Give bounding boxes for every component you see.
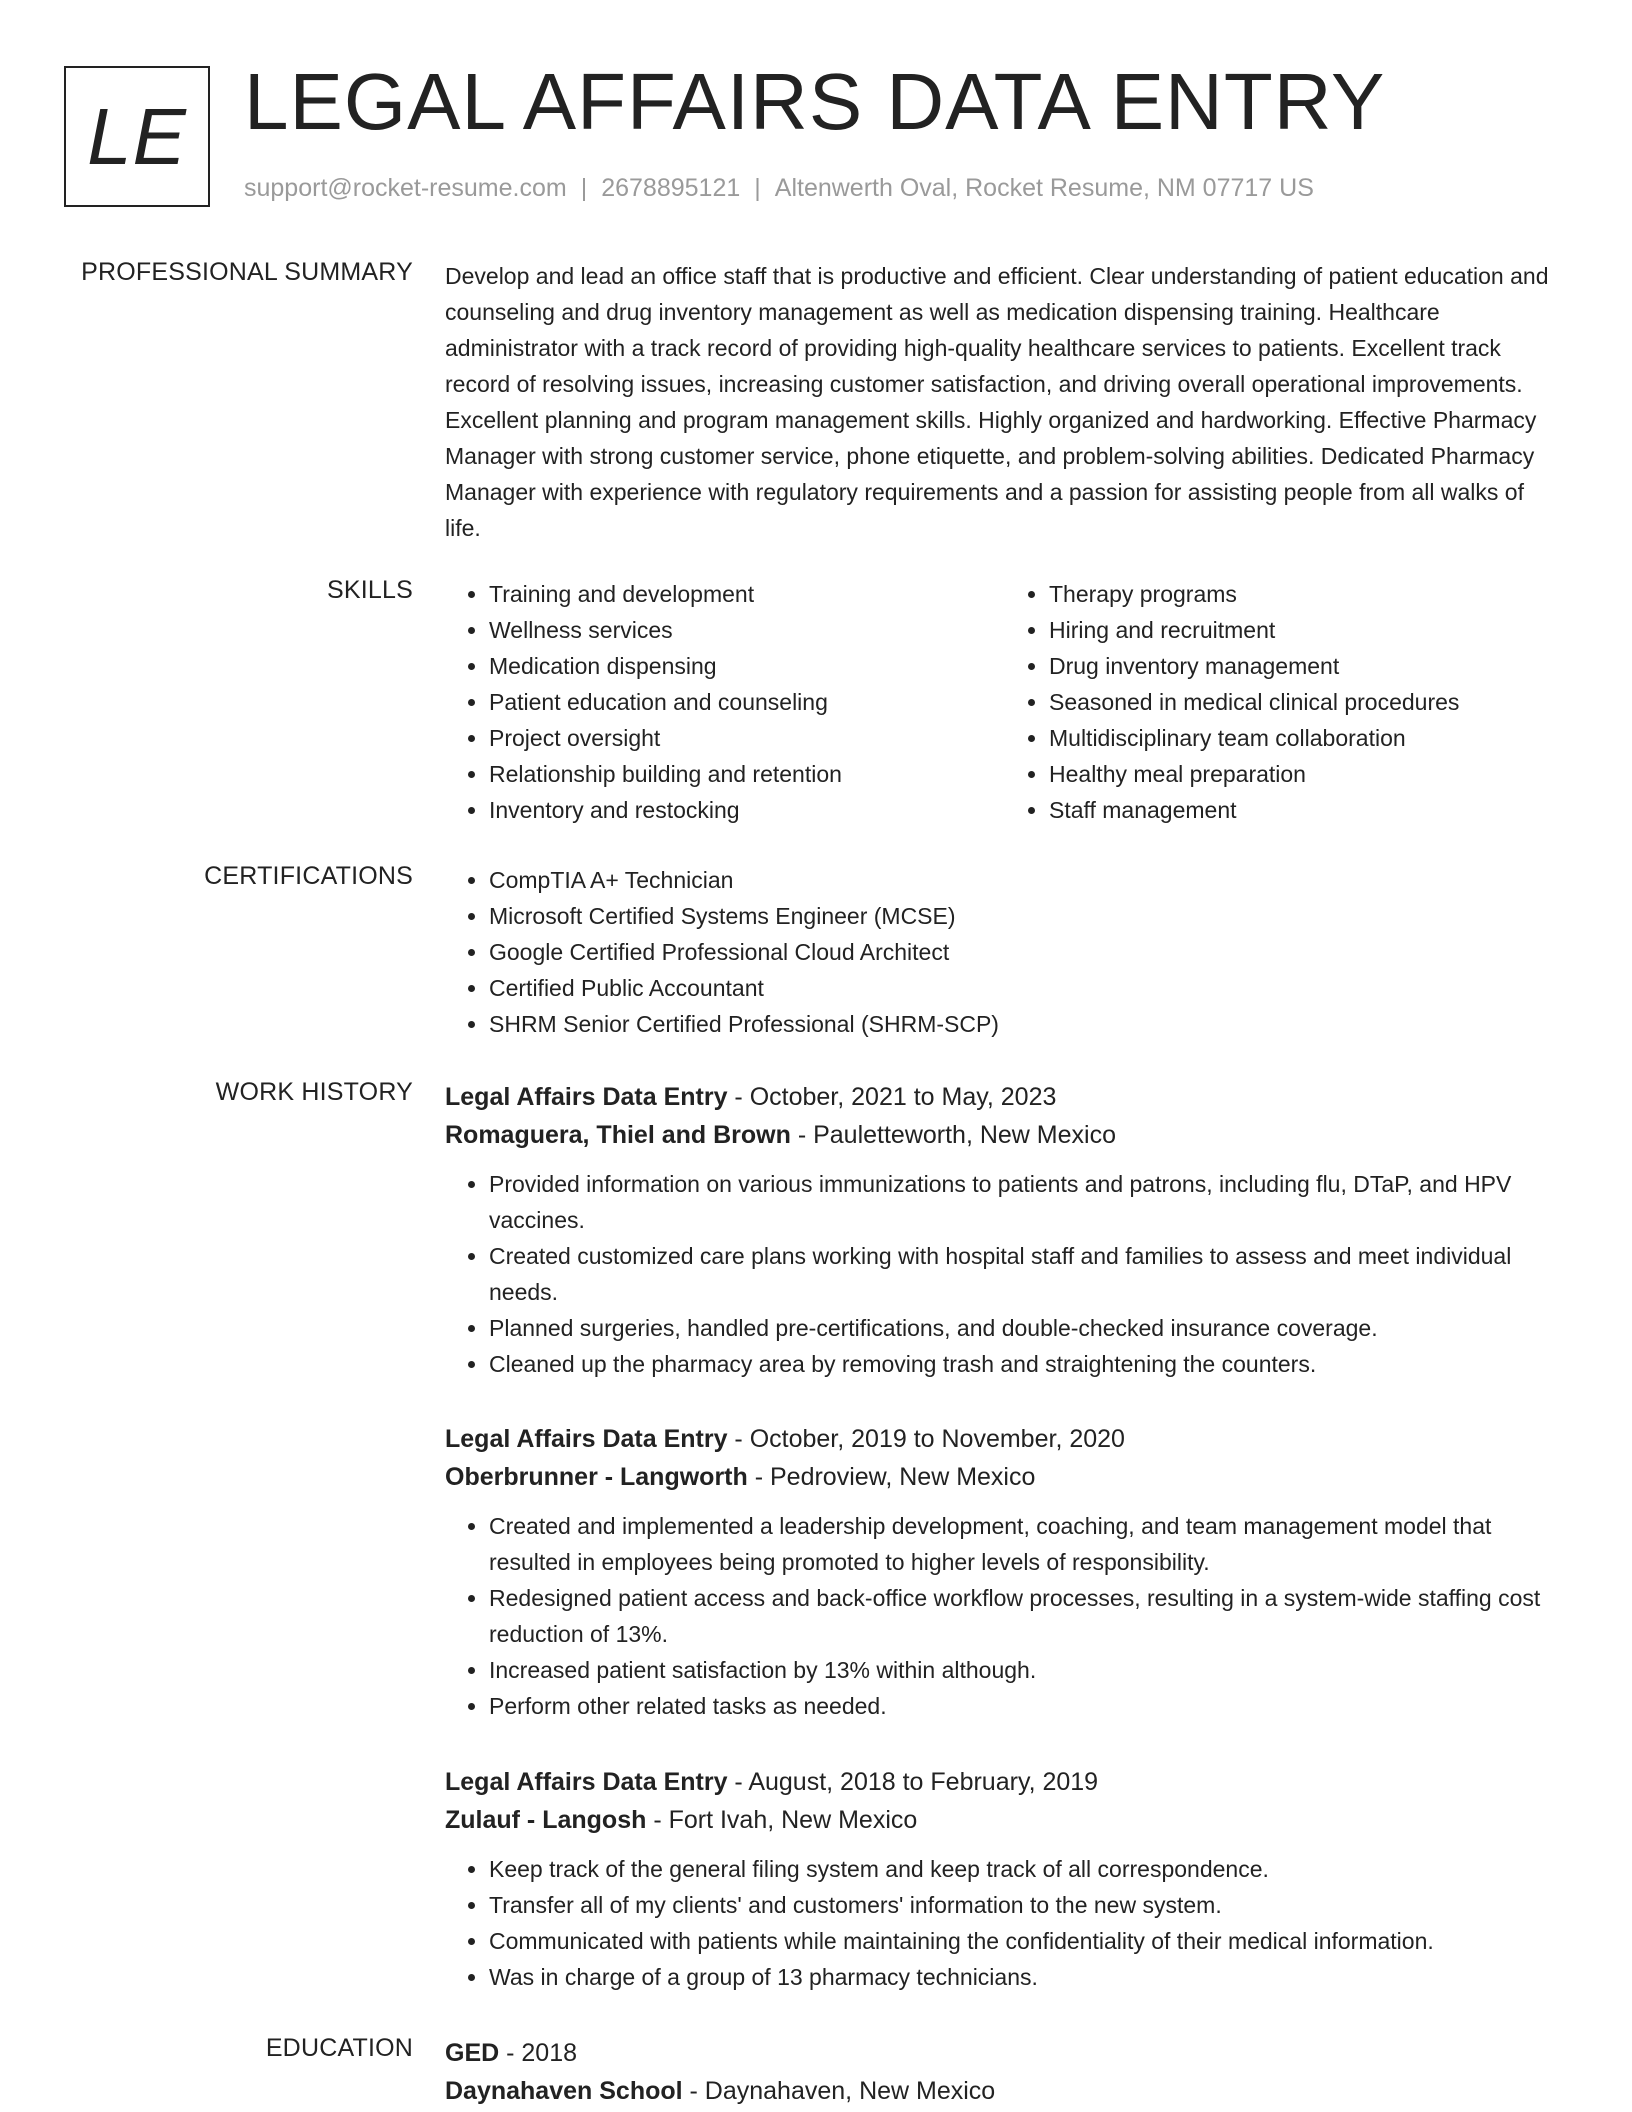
summary-text: Develop and lead an office staff that is productive and efficient. Clear understanding of patient education and counseling and drug inventory management as well as medication dispensing training. Healthcare administrator with a track record of providing high-quality healthcare services to patients. Excellent track record of resolving issues, increasing customer satisfaction, and driving overall operational improvements. Excellent planning and program management skills. Highly organized and hardworking. Effective Pharmacy Manager with strong customer service, phone etiquette, and problem-solving abilities. Dedicated Pharmacy Manager with experience with regulatory requirements and a passion for assisting people from all walks of life. xyxy=(445,263,1549,541)
certification-item: • CompTIA A+ Technician xyxy=(489,862,1565,898)
certification-item: • SHRM Senior Certified Professional (SHRM-SCP) xyxy=(489,1006,1565,1042)
skill-item: • Multidisciplinary team collaboration xyxy=(1049,720,1565,756)
skill-item: • Relationship building and retention xyxy=(489,756,1005,792)
skill-item: • Medication dispensing xyxy=(489,648,1005,684)
job-duties xyxy=(445,1851,1565,1995)
skill-item: • Patient education and counseling xyxy=(489,684,1005,720)
job-duties xyxy=(445,1508,1565,1724)
education-school: Daynahaven School xyxy=(445,2077,683,2105)
duty-item: • Created customized care plans working with hospital staff and families to assess and meet individual needs. xyxy=(489,1238,1565,1310)
duty-item: • Perform other related tasks as needed. xyxy=(489,1688,1565,1724)
skill-item: • Therapy programs xyxy=(1049,576,1565,612)
duty-item: • Keep track of the general filing system and keep track of all correspondence. xyxy=(489,1851,1565,1887)
initials-monogram: LE xyxy=(64,66,210,207)
duty-item: • Planned surgeries, handled pre-certifications, and double-checked insurance coverage. xyxy=(489,1310,1565,1346)
job-title: Legal Affairs Data Entry xyxy=(445,1425,728,1453)
duty-item: • Increased patient satisfaction by 13% within although. xyxy=(489,1652,1565,1688)
duty-item: • Cleaned up the pharmacy area by removing trash and straightening the counters. xyxy=(489,1346,1565,1382)
skill-item: • Training and development xyxy=(489,576,1005,612)
certification-item: • Certified Public Accountant xyxy=(489,970,1565,1006)
skill-item: • Inventory and restocking xyxy=(489,792,1005,828)
job-entry xyxy=(445,1078,1565,1382)
contact-line xyxy=(244,174,1314,203)
duty-item: • Communicated with patients while maintaining the confidentiality of their medical information. xyxy=(489,1923,1565,1959)
job-location: - Pauletteworth, New Mexico xyxy=(790,1121,1116,1149)
contact-phone: 2678895121 xyxy=(601,174,741,202)
skills-list-right xyxy=(1005,576,1565,828)
job-location: - Pedroview, New Mexico xyxy=(747,1463,1036,1491)
job-dates: - August, 2018 to February, 2019 xyxy=(727,1768,1099,1796)
certification-item: • Google Certified Professional Cloud Architect xyxy=(489,934,1565,970)
job-duties xyxy=(445,1166,1565,1382)
job-dates: - October, 2019 to November, 2020 xyxy=(727,1425,1125,1453)
skill-item: • Seasoned in medical clinical procedures xyxy=(1049,684,1565,720)
duty-item: • Redesigned patient access and back-office workflow processes, resulting in a system-wide staffing cost reduction of 13%. xyxy=(489,1580,1565,1652)
skill-item: • Drug inventory management xyxy=(1049,648,1565,684)
education-year: - 2018 xyxy=(499,2039,578,2067)
education-location: - Daynahaven, New Mexico xyxy=(682,2077,996,2105)
job-title: Legal Affairs Data Entry xyxy=(445,1768,728,1796)
education-degree: GED xyxy=(445,2039,500,2067)
contact-email: support@rocket-resume.com xyxy=(244,174,567,202)
resume-name: LEGAL AFFAIRS DATA ENTRY xyxy=(244,57,1386,146)
duty-item: • Created and implemented a leadership development, coaching, and team management model that resulted in employees being promoted to higher levels of responsibility. xyxy=(489,1508,1565,1580)
skills-heading: SKILLS xyxy=(327,576,413,604)
job-company: Oberbrunner - Langworth xyxy=(445,1463,748,1491)
skill-item: • Healthy meal preparation xyxy=(1049,756,1565,792)
job-company: Zulauf - Langosh xyxy=(445,1806,647,1834)
job-title: Legal Affairs Data Entry xyxy=(445,1083,728,1111)
education-heading: EDUCATION xyxy=(265,2034,413,2062)
job-location: - Fort Ivah, New Mexico xyxy=(646,1806,918,1834)
job-entry xyxy=(445,1420,1565,1724)
work-history-heading: WORK HISTORY xyxy=(215,1078,413,1106)
certifications-list xyxy=(445,862,1565,1042)
skill-item: • Hiring and recruitment xyxy=(1049,612,1565,648)
job-dates: - October, 2021 to May, 2023 xyxy=(727,1083,1057,1111)
contact-separator: | xyxy=(754,174,761,202)
skill-item: • Project oversight xyxy=(489,720,1005,756)
certification-item: • Microsoft Certified Systems Engineer (MCSE) xyxy=(489,898,1565,934)
contact-address: Altenwerth Oval, Rocket Resume, NM 07717 US xyxy=(774,174,1314,202)
duty-item: • Provided information on various immunizations to patients and patrons, including flu, DTaP, and HPV vaccines. xyxy=(489,1166,1565,1238)
skill-item: • Wellness services xyxy=(489,612,1005,648)
skill-item: • Staff management xyxy=(1049,792,1565,828)
contact-separator: | xyxy=(580,174,588,202)
job-entry xyxy=(445,1763,1565,1995)
job-company: Romaguera, Thiel and Brown xyxy=(445,1121,791,1149)
skills-list-left xyxy=(445,576,1005,828)
duty-item: • Was in charge of a group of 13 pharmacy technicians. xyxy=(489,1959,1565,1995)
summary-heading: PROFESSIONAL SUMMARY xyxy=(81,258,413,286)
duty-item: • Transfer all of my clients' and customers' information to the new system. xyxy=(489,1887,1565,1923)
certifications-heading: CERTIFICATIONS xyxy=(204,862,413,890)
